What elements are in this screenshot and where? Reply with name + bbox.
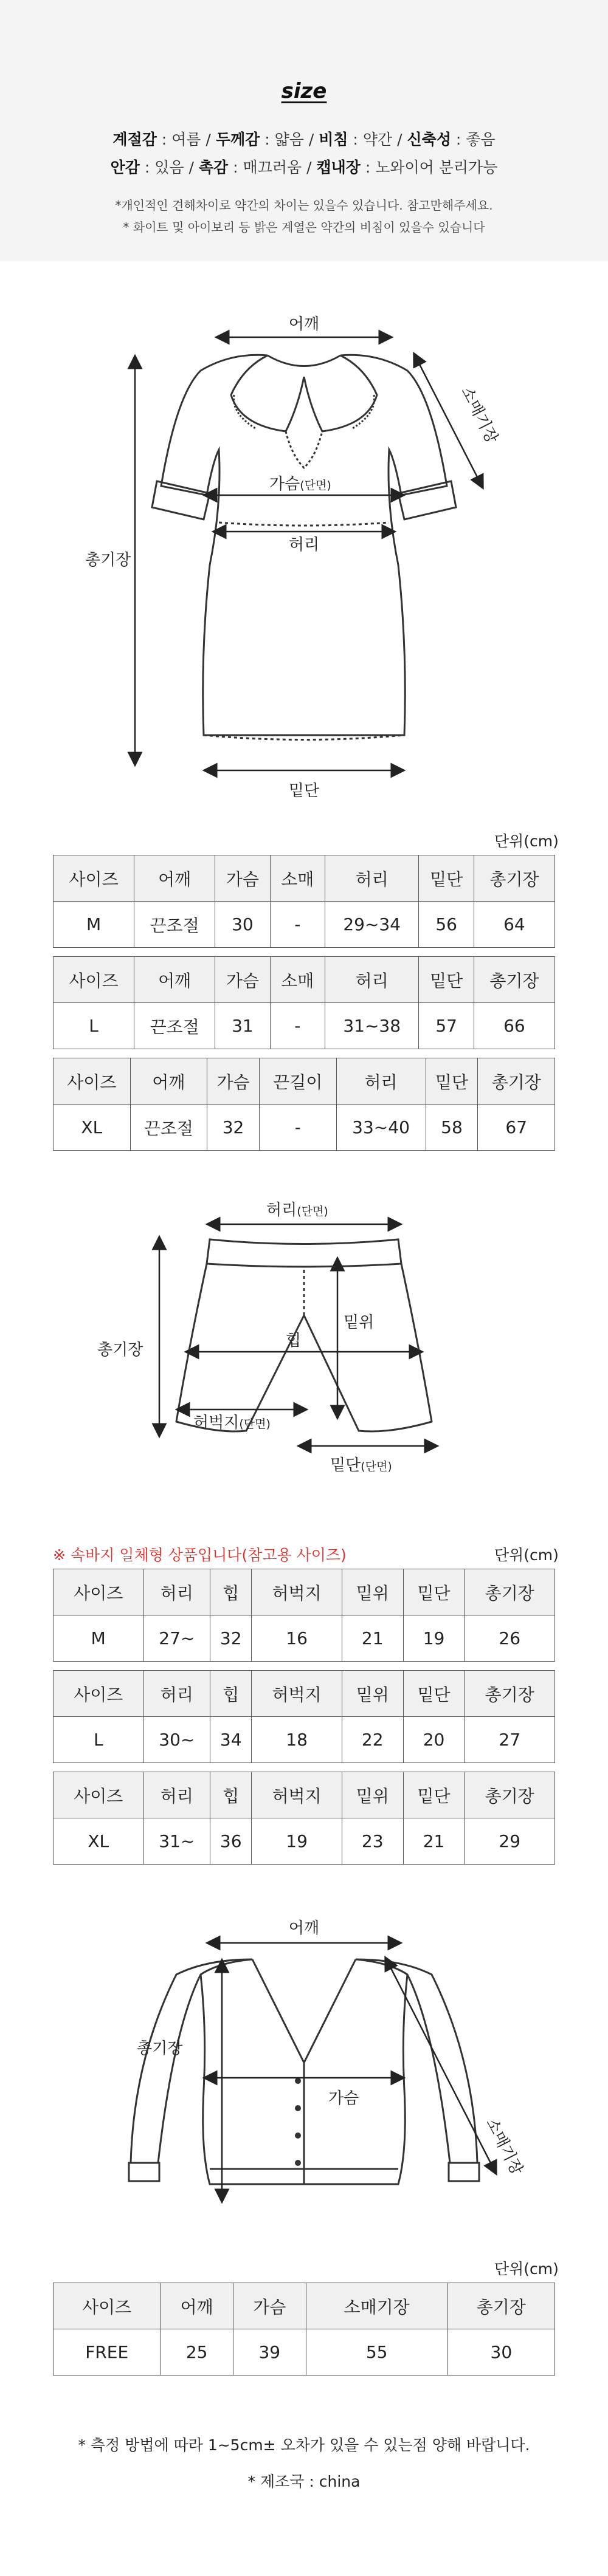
shorts-outline xyxy=(176,1239,432,1431)
table-row: M 27~ 32 16 21 19 26 xyxy=(54,1615,555,1662)
section-title: size xyxy=(281,79,327,103)
table-header-row: 사이즈 허리 힙 허벅지 밑위 밑단 총기장 xyxy=(54,1772,555,1818)
label-chest: 가슴(단면) xyxy=(269,475,331,493)
label-total: 총기장 xyxy=(137,2040,183,2058)
table-header-row: 사이즈 어깨 가슴 소매 허리 밑단 총기장 xyxy=(54,855,555,902)
shorts-red-note: ※ 속바지 일체형 상품입니다(참고용 사이즈) xyxy=(53,1546,347,1564)
origin-note: * 제조국 : china xyxy=(247,2473,361,2490)
dress-diagram xyxy=(0,310,608,826)
table-header-row: 사이즈 어깨 가슴 소매기장 총기장 xyxy=(54,2283,555,2329)
table-row: XL 끈조절 32 - 33~40 58 67 xyxy=(54,1105,555,1151)
cardigan-buttons xyxy=(295,2078,301,2166)
label-waist: 허리 xyxy=(288,536,320,554)
label-rise: 밑위 xyxy=(344,1314,375,1332)
shorts-table-m xyxy=(53,1569,555,1662)
table-row: XL 31~ 36 19 23 21 29 xyxy=(54,1818,555,1865)
fabric-info-line-2: 안감 : 있음 / 촉감 : 매끄러움 / 캡내장 : 노와이어 분리가능 xyxy=(110,159,498,176)
note-2: * 화이트 및 아이보리 등 밝은 계열은 약간의 비침이 있을수 있습니다 xyxy=(123,220,485,235)
table-header-row: 사이즈 허리 힙 허벅지 밑위 밑단 총기장 xyxy=(54,1569,555,1615)
shorts-table-l xyxy=(53,1670,555,1763)
label-hem: 밑단 xyxy=(288,782,320,800)
measurement-note: * 측정 방법에 따라 1~5cm± 오차가 있을 수 있는점 양해 바랍니다. xyxy=(78,2436,530,2454)
cardigan-outline xyxy=(129,1959,479,2184)
cardigan-table-free xyxy=(53,2283,555,2376)
dress-table-l xyxy=(53,956,555,1049)
label-total: 총기장 xyxy=(85,551,131,569)
label-chest: 가슴 xyxy=(328,2089,359,2108)
table-header-row: 사이즈 어깨 가슴 소매 허리 밑단 총기장 xyxy=(54,957,555,1003)
dress-table-xl xyxy=(53,1058,555,1151)
shorts-table-xl xyxy=(53,1772,555,1865)
cardigan-unit: 단위(cm) xyxy=(494,2260,559,2278)
table-row: L 30~ 34 18 22 20 27 xyxy=(54,1717,555,1763)
label-sleeve: 소매기장 xyxy=(457,383,502,447)
note-1: *개인적인 견해차이로 약간의 차이는 있을수 있습니다. 참고만해주세요. xyxy=(115,198,493,213)
table-row: L 끈조절 31 - 31~38 57 66 xyxy=(54,1003,555,1049)
dress-unit: 단위(cm) xyxy=(494,832,559,850)
label-shoulder: 어깨 xyxy=(288,315,320,334)
shorts-unit: 단위(cm) xyxy=(494,1546,559,1564)
label-hip: 힙 xyxy=(286,1332,302,1350)
fabric-info-line-1: 계절감 : 여름 / 두께감 : 얇음 / 비침 : 약간 / 신축성 : 좋음 xyxy=(112,131,496,148)
cardigan-diagram xyxy=(0,1908,608,2248)
table-header-row: 사이즈 허리 힙 허벅지 밑위 밑단 총기장 xyxy=(54,1671,555,1717)
table-row: M 끈조절 30 - 29~34 56 64 xyxy=(54,902,555,948)
dress-table-m xyxy=(53,855,555,948)
label-sleeve: 소매기장 xyxy=(482,2115,527,2178)
table-row: FREE 25 39 55 30 xyxy=(54,2329,555,2376)
info-header xyxy=(0,0,608,261)
label-shoulder: 어깨 xyxy=(288,1919,320,1937)
table-header-row: 사이즈 어깨 가슴 끈길이 허리 밑단 총기장 xyxy=(54,1058,555,1105)
label-total: 총기장 xyxy=(97,1341,143,1359)
label-waist: 허리(단면) xyxy=(266,1201,328,1219)
label-thigh: 허벅지(단면) xyxy=(193,1414,271,1432)
label-hem: 밑단(단면) xyxy=(330,1456,392,1475)
shorts-diagram xyxy=(0,1191,608,1531)
